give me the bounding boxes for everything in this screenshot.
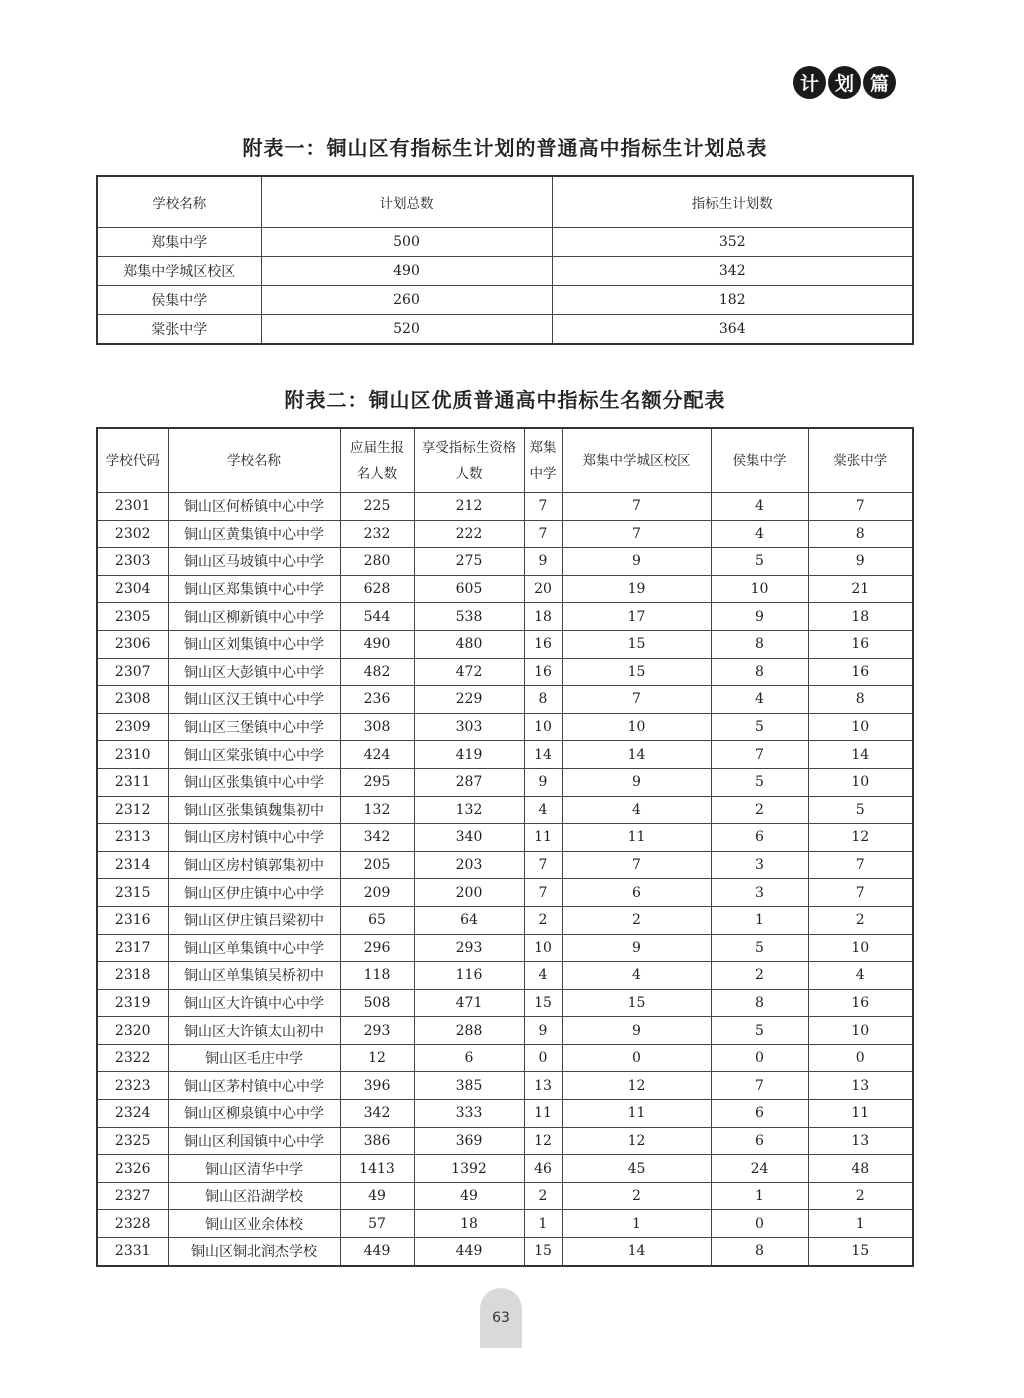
table-cell: 铜山区大许镇中心中学	[168, 989, 340, 1017]
table-cell: 6	[711, 1127, 808, 1155]
column-header: 棠张中学	[808, 428, 913, 493]
table-cell: 7	[524, 851, 562, 879]
table-cell: 2331	[97, 1238, 168, 1266]
table-cell: 铜山区郑集镇中心中学	[168, 575, 340, 603]
table-cell: 9	[562, 548, 711, 576]
table-cell: 16	[524, 630, 562, 658]
table-cell: 287	[414, 768, 524, 796]
table-cell: 7	[562, 686, 711, 714]
table-cell: 8	[711, 1238, 808, 1266]
table-row	[97, 1182, 913, 1210]
table-cell: 4	[808, 962, 913, 990]
table-row	[97, 548, 913, 576]
table-cell: 8	[711, 630, 808, 658]
table-cell: 544	[340, 603, 414, 631]
table-cell: 2306	[97, 630, 168, 658]
column-header: 学校名称	[97, 176, 261, 228]
table-cell: 铜山区黄集镇中心中学	[168, 520, 340, 548]
table-cell: 铜山区清华中学	[168, 1155, 340, 1183]
table-cell: 2325	[97, 1127, 168, 1155]
table-cell: 7	[808, 851, 913, 879]
table-cell: 212	[414, 493, 524, 521]
table-cell: 9	[524, 1017, 562, 1045]
table-cell: 293	[340, 1017, 414, 1045]
table-cell: 2322	[97, 1044, 168, 1072]
table-cell: 482	[340, 658, 414, 686]
table-cell: 4	[562, 796, 711, 824]
table-cell: 7	[808, 879, 913, 907]
quota-allocation-table	[96, 427, 914, 1267]
table-cell: 12	[562, 1072, 711, 1100]
table-cell: 132	[340, 796, 414, 824]
table-cell: 20	[524, 575, 562, 603]
table-cell: 铜山区毛庄中学	[168, 1044, 340, 1072]
table-cell: 7	[524, 879, 562, 907]
table-cell: 铜山区刘集镇中心中学	[168, 630, 340, 658]
table-cell: 2305	[97, 603, 168, 631]
table-cell: 480	[414, 630, 524, 658]
table-cell: 424	[340, 741, 414, 769]
table-cell: 铜山区茅村镇中心中学	[168, 1072, 340, 1100]
table-cell: 铜山区单集镇中心中学	[168, 934, 340, 962]
table-cell: 2	[711, 796, 808, 824]
table-cell: 7	[562, 493, 711, 521]
table-cell: 65	[340, 906, 414, 934]
table-row	[97, 315, 913, 345]
table-cell: 500	[261, 228, 552, 257]
table-row	[97, 520, 913, 548]
table-cell: 3	[711, 851, 808, 879]
table-cell: 8	[808, 686, 913, 714]
table-cell: 1	[562, 1210, 711, 1238]
column-header: 学校名称	[168, 428, 340, 493]
table-cell: 49	[414, 1182, 524, 1210]
table-cell: 10	[808, 1017, 913, 1045]
table-cell: 449	[414, 1238, 524, 1266]
table-cell: 郑集中学城区校区	[97, 257, 261, 286]
column-header: 计划总数	[261, 176, 552, 228]
table-cell: 18	[414, 1210, 524, 1238]
table-cell: 449	[340, 1238, 414, 1266]
table-cell: 46	[524, 1155, 562, 1183]
table-cell: 2304	[97, 575, 168, 603]
table-header-row	[97, 428, 913, 493]
table-cell: 13	[808, 1127, 913, 1155]
table-cell: 5	[711, 713, 808, 741]
table-cell: 11	[562, 1100, 711, 1128]
table-cell: 2326	[97, 1155, 168, 1183]
table-row	[97, 1072, 913, 1100]
table-cell: 229	[414, 686, 524, 714]
table-cell: 12	[524, 1127, 562, 1155]
table-cell: 10	[524, 934, 562, 962]
table-cell: 7	[711, 741, 808, 769]
table-row	[97, 228, 913, 257]
table-cell: 57	[340, 1210, 414, 1238]
table-cell: 9	[562, 1017, 711, 1045]
table-cell: 8	[524, 686, 562, 714]
table-cell: 342	[552, 257, 913, 286]
table-cell: 14	[562, 741, 711, 769]
table-row	[97, 879, 913, 907]
table-cell: 2319	[97, 989, 168, 1017]
badge-char-1: 计	[793, 66, 826, 99]
table-cell: 1	[524, 1210, 562, 1238]
table-cell: 396	[340, 1072, 414, 1100]
table-cell: 49	[340, 1182, 414, 1210]
table-cell: 1	[808, 1210, 913, 1238]
table-cell: 342	[340, 1100, 414, 1128]
column-header: 侯集中学	[711, 428, 808, 493]
table-cell: 293	[414, 934, 524, 962]
table-cell: 14	[524, 741, 562, 769]
table-row	[97, 741, 913, 769]
table-cell: 4	[711, 520, 808, 548]
table-cell: 16	[808, 989, 913, 1017]
table-cell: 15	[524, 1238, 562, 1266]
table-cell: 4	[562, 962, 711, 990]
table-cell: 280	[340, 548, 414, 576]
table-row	[97, 934, 913, 962]
table-cell: 2	[524, 1182, 562, 1210]
table-cell: 8	[711, 658, 808, 686]
table-cell: 11	[808, 1100, 913, 1128]
table-row	[97, 1155, 913, 1183]
table-cell: 铜山区柳新镇中心中学	[168, 603, 340, 631]
table-cell: 24	[711, 1155, 808, 1183]
table-cell: 铜山区沿湖学校	[168, 1182, 340, 1210]
badge-char-3: 篇	[863, 66, 896, 99]
table-cell: 308	[340, 713, 414, 741]
table-cell: 200	[414, 879, 524, 907]
table-cell: 21	[808, 575, 913, 603]
table-cell: 18	[524, 603, 562, 631]
table-cell: 385	[414, 1072, 524, 1100]
table-cell: 2317	[97, 934, 168, 962]
table-cell: 340	[414, 824, 524, 852]
table-cell: 2309	[97, 713, 168, 741]
table-cell: 15	[524, 989, 562, 1017]
table-cell: 铜山区汉王镇中心中学	[168, 686, 340, 714]
table-cell: 295	[340, 768, 414, 796]
table-cell: 13	[808, 1072, 913, 1100]
table-cell: 铜山区何桥镇中心中学	[168, 493, 340, 521]
table-cell: 0	[711, 1044, 808, 1072]
table-cell: 2318	[97, 962, 168, 990]
table-cell: 2328	[97, 1210, 168, 1238]
table-cell: 铜山区张集镇魏集初中	[168, 796, 340, 824]
table-cell: 18	[808, 603, 913, 631]
table-row	[97, 1210, 913, 1238]
plan-summary-table	[96, 175, 914, 345]
table-cell: 2303	[97, 548, 168, 576]
column-header: 应届生报名人数	[340, 428, 414, 493]
table-row	[97, 686, 913, 714]
table-cell: 2313	[97, 824, 168, 852]
table-cell: 296	[340, 934, 414, 962]
table-row	[97, 1017, 913, 1045]
section-badge	[793, 66, 896, 99]
table-cell: 9	[562, 768, 711, 796]
table-cell: 10	[808, 713, 913, 741]
table-cell: 9	[524, 768, 562, 796]
table-cell: 628	[340, 575, 414, 603]
table-row	[97, 1100, 913, 1128]
table-row	[97, 1238, 913, 1266]
table-cell: 288	[414, 1017, 524, 1045]
table-cell: 9	[808, 548, 913, 576]
table-cell: 116	[414, 962, 524, 990]
table2-title: 附表二：铜山区优质普通高中指标生名额分配表	[284, 388, 726, 412]
table-cell: 铜山区伊庄镇吕梁初中	[168, 906, 340, 934]
table-cell: 12	[562, 1127, 711, 1155]
table-cell: 15	[562, 630, 711, 658]
table-cell: 7	[524, 520, 562, 548]
table-cell: 490	[340, 630, 414, 658]
table-cell: 1	[711, 1182, 808, 1210]
table-cell: 13	[524, 1072, 562, 1100]
table-row	[97, 906, 913, 934]
table-cell: 132	[414, 796, 524, 824]
table-cell: 10	[711, 575, 808, 603]
table-cell: 2324	[97, 1100, 168, 1128]
table-cell: 2	[711, 962, 808, 990]
table-cell: 1	[711, 906, 808, 934]
table-cell: 538	[414, 603, 524, 631]
table-cell: 2308	[97, 686, 168, 714]
table-cell: 2	[808, 906, 913, 934]
table-cell: 64	[414, 906, 524, 934]
table-cell: 15	[562, 658, 711, 686]
table-cell: 4	[524, 962, 562, 990]
table-cell: 16	[524, 658, 562, 686]
table-cell: 铜山区马坡镇中心中学	[168, 548, 340, 576]
table-cell: 12	[340, 1044, 414, 1072]
table-cell: 14	[808, 741, 913, 769]
table-row	[97, 989, 913, 1017]
table-cell: 2307	[97, 658, 168, 686]
table-cell: 铜山区利国镇中心中学	[168, 1127, 340, 1155]
table-cell: 9	[711, 603, 808, 631]
table-cell: 郑集中学	[97, 228, 261, 257]
column-header: 享受指标生资格人数	[414, 428, 524, 493]
table-cell: 铜山区大许镇太山初中	[168, 1017, 340, 1045]
table-row	[97, 851, 913, 879]
table-cell: 17	[562, 603, 711, 631]
table-cell: 铜山区业余体校	[168, 1210, 340, 1238]
table-cell: 6	[711, 824, 808, 852]
table-row	[97, 257, 913, 286]
table-cell: 45	[562, 1155, 711, 1183]
table-cell: 铜山区铜北润杰学校	[168, 1238, 340, 1266]
table-cell: 369	[414, 1127, 524, 1155]
table-cell: 471	[414, 989, 524, 1017]
table-cell: 15	[808, 1238, 913, 1266]
table-cell: 8	[711, 989, 808, 1017]
table-row	[97, 796, 913, 824]
table-cell: 4	[711, 493, 808, 521]
table-cell: 364	[552, 315, 913, 345]
table-cell: 2327	[97, 1182, 168, 1210]
table-cell: 490	[261, 257, 552, 286]
table-cell: 铜山区大彭镇中心中学	[168, 658, 340, 686]
table-cell: 182	[552, 286, 913, 315]
table-cell: 10	[524, 713, 562, 741]
table-cell: 6	[562, 879, 711, 907]
table-cell: 11	[562, 824, 711, 852]
table-cell: 236	[340, 686, 414, 714]
table-cell: 15	[562, 989, 711, 1017]
table-cell: 14	[562, 1238, 711, 1266]
table-cell: 118	[340, 962, 414, 990]
table-cell: 2301	[97, 493, 168, 521]
table-cell: 10	[562, 713, 711, 741]
table-cell: 10	[808, 768, 913, 796]
table-cell: 铜山区单集镇吴桥初中	[168, 962, 340, 990]
table-cell: 铜山区张集镇中心中学	[168, 768, 340, 796]
table-cell: 铜山区棠张镇中心中学	[168, 741, 340, 769]
table-cell: 0	[524, 1044, 562, 1072]
badge-char-2: 划	[828, 66, 861, 99]
column-header: 郑集中学城区校区	[562, 428, 711, 493]
table-cell: 5	[711, 1017, 808, 1045]
table-cell: 5	[808, 796, 913, 824]
table-cell: 352	[552, 228, 913, 257]
table-cell: 铜山区三堡镇中心中学	[168, 713, 340, 741]
table-cell: 48	[808, 1155, 913, 1183]
table-row	[97, 962, 913, 990]
table-cell: 4	[524, 796, 562, 824]
table-cell: 1413	[340, 1155, 414, 1183]
table-cell: 7	[562, 851, 711, 879]
column-header: 学校代码	[97, 428, 168, 493]
table-cell: 209	[340, 879, 414, 907]
table-cell: 222	[414, 520, 524, 548]
table-cell: 7	[808, 493, 913, 521]
table-cell: 2302	[97, 520, 168, 548]
table-cell: 205	[340, 851, 414, 879]
table-cell: 5	[711, 768, 808, 796]
table-cell: 11	[524, 1100, 562, 1128]
page-number: 63	[480, 1288, 522, 1348]
table-cell: 605	[414, 575, 524, 603]
table-cell: 232	[340, 520, 414, 548]
table-cell: 7	[524, 493, 562, 521]
table-cell: 508	[340, 989, 414, 1017]
table-cell: 6	[414, 1044, 524, 1072]
table-cell: 7	[711, 1072, 808, 1100]
table-cell: 419	[414, 741, 524, 769]
table-cell: 3	[711, 879, 808, 907]
table-cell: 2312	[97, 796, 168, 824]
table1-title: 附表一：铜山区有指标生计划的普通高中指标生计划总表	[242, 136, 768, 160]
table-cell: 7	[562, 520, 711, 548]
table-cell: 铜山区柳泉镇中心中学	[168, 1100, 340, 1128]
table-row	[97, 630, 913, 658]
column-header: 指标生计划数	[552, 176, 913, 228]
table-cell: 275	[414, 548, 524, 576]
column-header: 郑集中学	[524, 428, 562, 493]
table-cell: 铜山区房村镇中心中学	[168, 824, 340, 852]
table-cell: 2	[524, 906, 562, 934]
table-row	[97, 824, 913, 852]
table-cell: 铜山区房村镇郭集初中	[168, 851, 340, 879]
table-cell: 520	[261, 315, 552, 345]
table-row	[97, 575, 913, 603]
table-cell: 侯集中学	[97, 286, 261, 315]
table-cell: 16	[808, 658, 913, 686]
table-cell: 2316	[97, 906, 168, 934]
table-cell: 2315	[97, 879, 168, 907]
table-row	[97, 713, 913, 741]
table-cell: 303	[414, 713, 524, 741]
table-row	[97, 768, 913, 796]
table-cell: 2320	[97, 1017, 168, 1045]
table-cell: 2	[808, 1182, 913, 1210]
table-cell: 0	[808, 1044, 913, 1072]
table-cell: 2323	[97, 1072, 168, 1100]
table-cell: 472	[414, 658, 524, 686]
table-cell: 2	[562, 906, 711, 934]
table-cell: 0	[711, 1210, 808, 1238]
table-row	[97, 286, 913, 315]
table-header-row	[97, 176, 913, 228]
table-cell: 12	[808, 824, 913, 852]
table-cell: 203	[414, 851, 524, 879]
table-cell: 2310	[97, 741, 168, 769]
table-cell: 2	[562, 1182, 711, 1210]
table-cell: 16	[808, 630, 913, 658]
table-cell: 0	[562, 1044, 711, 1072]
table-cell: 342	[340, 824, 414, 852]
table-cell: 260	[261, 286, 552, 315]
table-cell: 225	[340, 493, 414, 521]
table-cell: 1392	[414, 1155, 524, 1183]
table-cell: 4	[711, 686, 808, 714]
table-row	[97, 1127, 913, 1155]
table-row	[97, 493, 913, 521]
table-cell: 9	[524, 548, 562, 576]
table-cell: 棠张中学	[97, 315, 261, 345]
table-cell: 9	[562, 934, 711, 962]
table-cell: 8	[808, 520, 913, 548]
table-cell: 5	[711, 548, 808, 576]
table-row	[97, 603, 913, 631]
table-row	[97, 1044, 913, 1072]
table-cell: 333	[414, 1100, 524, 1128]
table-cell: 2311	[97, 768, 168, 796]
table-cell: 10	[808, 934, 913, 962]
table-cell: 386	[340, 1127, 414, 1155]
table-cell: 11	[524, 824, 562, 852]
table-cell: 5	[711, 934, 808, 962]
table-cell: 铜山区伊庄镇中心中学	[168, 879, 340, 907]
table-cell: 2314	[97, 851, 168, 879]
table-cell: 19	[562, 575, 711, 603]
table-row	[97, 658, 913, 686]
table-cell: 6	[711, 1100, 808, 1128]
